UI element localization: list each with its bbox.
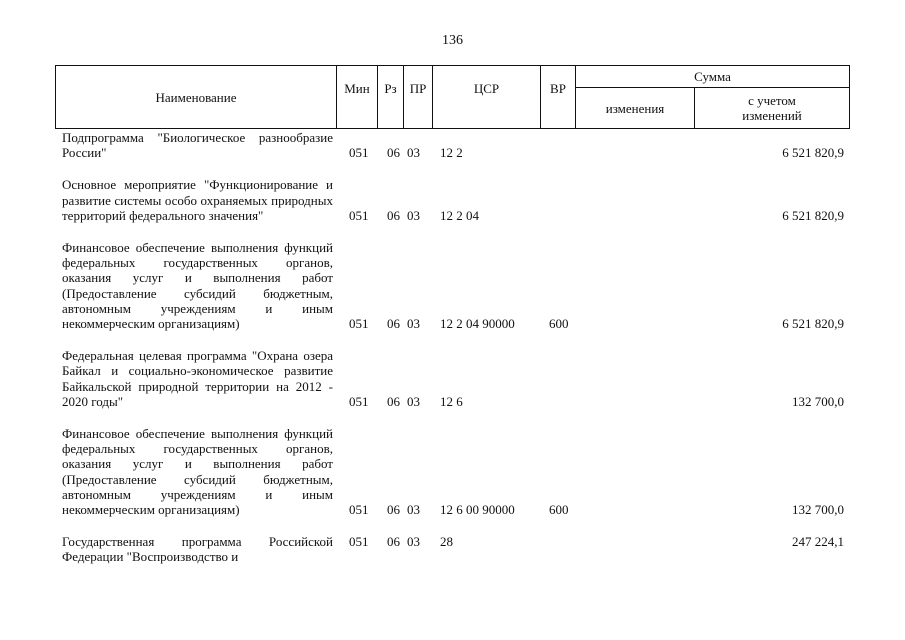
row-min: 051 [349, 393, 369, 409]
row-name: Федеральная целевая программа "Охрана озера Байкал и социально-экономическое развитие Байкальской природной территории на 2012 - 2020 годы" [62, 348, 333, 409]
row-csr: 12 6 [440, 393, 463, 409]
row-name: Государственная программа Российской Федерации "Воспроизводство и [62, 534, 333, 565]
row-changes [575, 534, 694, 581]
row-pr: 03 [407, 393, 420, 409]
table-row [55, 534, 849, 581]
row-rz: 06 [387, 207, 400, 223]
header-vr: ВР [541, 66, 576, 129]
row-changes [575, 177, 694, 240]
row-vr [540, 177, 575, 240]
row-pr: 03 [407, 316, 420, 332]
row-min: 051 [349, 534, 369, 550]
row-pr: 03 [407, 502, 420, 518]
header-changes: изменения [576, 88, 695, 129]
row-vr [540, 130, 575, 177]
row-csr: 12 2 04 [440, 207, 479, 223]
page-number: 136 [442, 33, 463, 48]
row-with-changes: 6 521 820,9 [782, 316, 844, 332]
row-name: Финансовое обеспечение выполнения функций федеральных государственных органов, оказания услуг и выполнения работ (Предоставление субсидий бюджетным, автономным учреждениям и иным некоммерческим организациям) [62, 426, 333, 518]
row-vr: 600 [549, 316, 569, 332]
row-rz: 06 [387, 145, 400, 161]
row-with-changes: 6 521 820,9 [782, 207, 844, 223]
row-changes [575, 240, 694, 348]
row-with-changes: 6 521 820,9 [782, 145, 844, 161]
header-csr: ЦСР [433, 66, 541, 129]
row-with-changes: 247 224,1 [792, 534, 844, 550]
row-min: 051 [349, 145, 369, 161]
row-changes [575, 426, 694, 534]
row-csr: 12 2 04 90000 [440, 316, 515, 332]
table-row [55, 240, 849, 348]
row-min: 051 [349, 207, 369, 223]
table-row [55, 177, 849, 240]
table-row [55, 426, 849, 534]
row-min: 051 [349, 502, 369, 518]
row-rz: 06 [387, 316, 400, 332]
row-pr: 03 [407, 534, 420, 550]
row-name: Подпрограмма "Биологическое разнообразие России" [62, 130, 333, 161]
header-min: Мин [337, 66, 378, 129]
row-vr [540, 348, 575, 426]
row-with-changes: 132 700,0 [792, 393, 844, 409]
header-name: Наименование [56, 66, 337, 129]
row-csr: 12 6 00 90000 [440, 502, 515, 518]
header-sum: Сумма [576, 66, 850, 88]
table-header [55, 65, 850, 129]
row-with-changes: 132 700,0 [792, 502, 844, 518]
row-pr: 03 [407, 145, 420, 161]
row-min: 051 [349, 316, 369, 332]
row-vr [540, 534, 575, 581]
header-rz: Рз [378, 66, 404, 129]
table-row [55, 348, 849, 426]
row-vr: 600 [549, 502, 569, 518]
row-rz: 06 [387, 534, 400, 550]
row-changes [575, 348, 694, 426]
row-name: Финансовое обеспечение выполнения функций федеральных государственных органов, оказания услуг и выполнения работ (Предоставление субсидий бюджетным, автономным учреждениям и иным некоммерческим организациям) [62, 240, 333, 332]
header-pr: ПР [404, 66, 433, 129]
row-rz: 06 [387, 502, 400, 518]
table-row [55, 130, 849, 177]
row-csr: 28 [440, 534, 453, 550]
row-rz: 06 [387, 393, 400, 409]
header-with-changes: с учетом изменений [695, 88, 850, 129]
row-name: Основное мероприятие "Функционирование и развитие системы особо охраняемых природных территорий федерального значения" [62, 177, 333, 223]
row-changes [575, 130, 694, 177]
table-body [55, 130, 849, 582]
row-csr: 12 2 [440, 145, 463, 161]
row-pr: 03 [407, 207, 420, 223]
